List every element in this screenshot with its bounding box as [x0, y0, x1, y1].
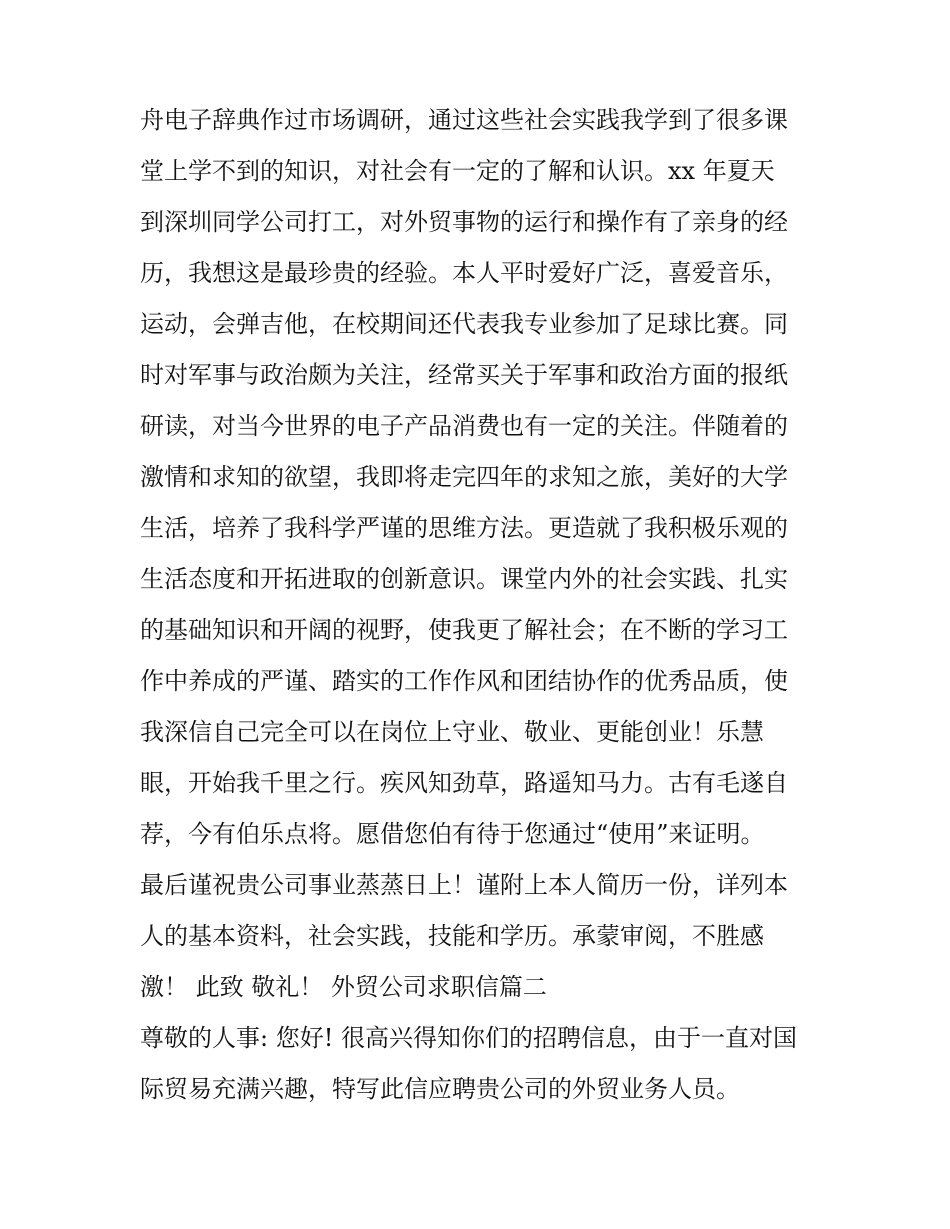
text-line: 历，我想这是最珍贵的经验。本人平时爱好广泛，喜爱音乐，	[140, 259, 788, 287]
text-line: 时对军事与政治颇为关注，经常买关于军事和政治方面的报纸	[140, 361, 788, 389]
text-line: 的基础知识和开阔的视野，使我更了解社会；在不断的学习工	[140, 616, 788, 644]
text-line: 激！ 此致 敬礼！ 外贸公司求职信篇二	[140, 973, 547, 1001]
text-line: 人的基本资料，社会实践，技能和学历。承蒙审阅，不胜感	[140, 922, 764, 950]
text-line: 堂上学不到的知识，对社会有一定的了解和认识。xx 年夏天	[140, 157, 775, 185]
text-line: 激情和求知的欲望，我即将走完四年的求知之旅，美好的大学	[140, 463, 788, 491]
text-line: 运动，会弹吉他，在校期间还代表我专业参加了足球比赛。同	[140, 310, 788, 338]
text-line: 尊敬的人事: 您好! 很高兴得知你们的招聘信息，由于一直对国	[140, 1024, 797, 1052]
text-line: 作中养成的严谨、踏实的工作作风和团结协作的优秀品质，使	[140, 667, 788, 695]
text-line: 我深信自己完全可以在岗位上守业、敬业、更能创业！乐慧	[140, 718, 764, 746]
text-line: 生活，培养了我科学严谨的思维方法。更造就了我积极乐观的	[140, 514, 788, 542]
text-line: 舟电子辞典作过市场调研，通过这些社会实践我学到了很多课	[140, 106, 788, 134]
text-line: 到深圳同学公司打工，对外贸事物的运行和操作有了亲身的经	[140, 208, 788, 236]
text-line: 眼，开始我千里之行。疾风知劲草，路遥知马力。古有毛遂自	[140, 769, 788, 797]
text-line: 际贸易充满兴趣，特写此信应聘贵公司的外贸业务人员。	[140, 1075, 740, 1103]
text-line: 荐，今有伯乐点将。愿借您伯有待于您通过“使用”来证明。	[140, 820, 765, 848]
text-line: 研读，对当今世界的电子产品消费也有一定的关注。伴随着的	[140, 412, 788, 440]
text-line: 生活态度和开拓进取的创新意识。课堂内外的社会实践、扎实	[140, 565, 788, 593]
text-line: 最后谨祝贵公司事业蒸蒸日上！谨附上本人简历一份，详列本	[140, 871, 788, 899]
